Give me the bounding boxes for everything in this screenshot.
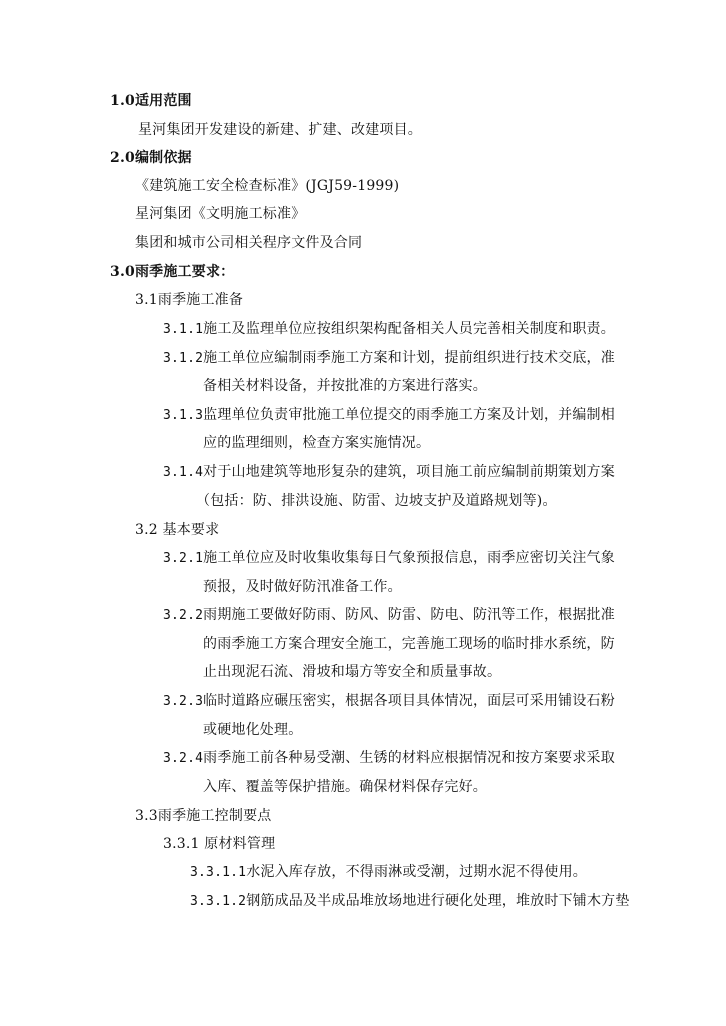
subsection-3-1-title: 3.1雨季施工准备 <box>135 292 244 308</box>
clause-number: 3.2.3 <box>163 694 204 709</box>
clause-text: 监理单位负责审批施工单位提交的雨季施工方案及计划，并编制相 <box>203 407 615 423</box>
subsection-3-2-title: 3.2 基本要求 <box>135 522 220 538</box>
clause-3-2-4 <box>163 748 615 769</box>
clause-number: 3.2.4 <box>163 751 204 766</box>
clause-number: 3.1.4 <box>163 465 204 480</box>
clause-3-2-4-continuation: 入库、覆盖等保护措施。确保材料保存完好。 <box>203 779 487 795</box>
section-2-item: 《建筑施工安全检查标准》(JGJ59-1999) <box>135 178 400 194</box>
clause-3-2-2 <box>163 605 615 626</box>
clause-3-1-2-continuation: 备相关材料设备，并按批准的方案进行落实。 <box>203 378 487 394</box>
clause-text: 施工及监理单位应按组织架构配备相关人员完善相关制度和职责。 <box>203 321 615 337</box>
section-2-heading: 2.0编制依据 <box>110 150 192 166</box>
clause-3-2-2-continuation: 的雨季施工方案合理安全施工，完善施工现场的临时排水系统，防 <box>203 636 615 652</box>
clause-text: 水泥入库存放，不得雨淋或受潮，过期水泥不得使用。 <box>246 864 587 880</box>
clause-number: 3.1.1 <box>163 322 204 337</box>
clause-3-2-3-continuation: 或硬地化处理。 <box>203 722 303 738</box>
clause-text: 临时道路应碾压密实，根据各项目具体情况，面层可采用铺设石粉 <box>203 693 615 709</box>
clause-number: 3.2.1 <box>163 551 204 566</box>
clause-text: 施工单位应及时收集收集每日气象预报信息，雨季应密切关注气象 <box>203 550 615 566</box>
clause-3-2-2-continuation: 止出现泥石流、滑坡和塌方等安全和质量事故。 <box>203 664 502 680</box>
subsection-3-3-title: 3.3雨季施工控制要点 <box>135 808 272 824</box>
clause-3-3-1-2 <box>190 891 630 912</box>
clause-number: 3.3.1.1 <box>190 865 247 880</box>
clause-text: 施工单位应编制雨季施工方案和计划，提前组织进行技术交底，准 <box>203 350 615 366</box>
clause-3-1-4-continuation: （包括：防、排洪设施、防雷、边坡支护及道路规划等)。 <box>196 493 557 509</box>
clause-text: 钢筋成品及半成品堆放场地进行硬化处理，堆放时下铺木方垫 <box>246 893 630 909</box>
section-2-item: 集团和城市公司相关程序文件及合同 <box>135 235 363 251</box>
clause-number: 3.2.2 <box>163 608 204 623</box>
section-3-heading: 3.0雨季施工要求： <box>110 264 235 280</box>
clause-number: 3.3.1.2 <box>190 894 247 909</box>
section-1-body: 星河集团开发建设的新建、扩建、改建项目。 <box>138 122 422 138</box>
clause-3-2-1 <box>163 548 615 569</box>
clause-number: 3.1.2 <box>163 351 204 366</box>
clause-text: 对于山地建筑等地形复杂的建筑，项目施工前应编制前期策划方案 <box>203 464 615 480</box>
clause-number: 3.1.3 <box>163 408 204 423</box>
clause-3-1-2 <box>163 348 615 369</box>
section-2-item: 星河集团《文明施工标准》 <box>135 206 306 222</box>
clause-3-3-1-1 <box>190 862 587 883</box>
clause-text: 雨季施工前各种易受潮、生锈的材料应根据情况和按方案要求采取 <box>203 750 615 766</box>
clause-3-2-1-continuation: 预报，及时做好防汛准备工作。 <box>203 579 402 595</box>
clause-3-1-3-continuation: 应的监理细则，检查方案实施情况。 <box>203 435 431 451</box>
clause-3-2-3 <box>163 691 615 712</box>
clause-3-1-1 <box>163 319 615 340</box>
subsection-3-3-1-title: 3.3.1 原材料管理 <box>163 836 276 852</box>
section-1-heading: 1.0适用范围 <box>110 93 192 109</box>
clause-text: 雨期施工要做好防雨、防风、防雷、防电、防汛等工作，根据批准 <box>203 607 615 623</box>
clause-3-1-4 <box>163 462 615 483</box>
clause-3-1-3 <box>163 405 615 426</box>
